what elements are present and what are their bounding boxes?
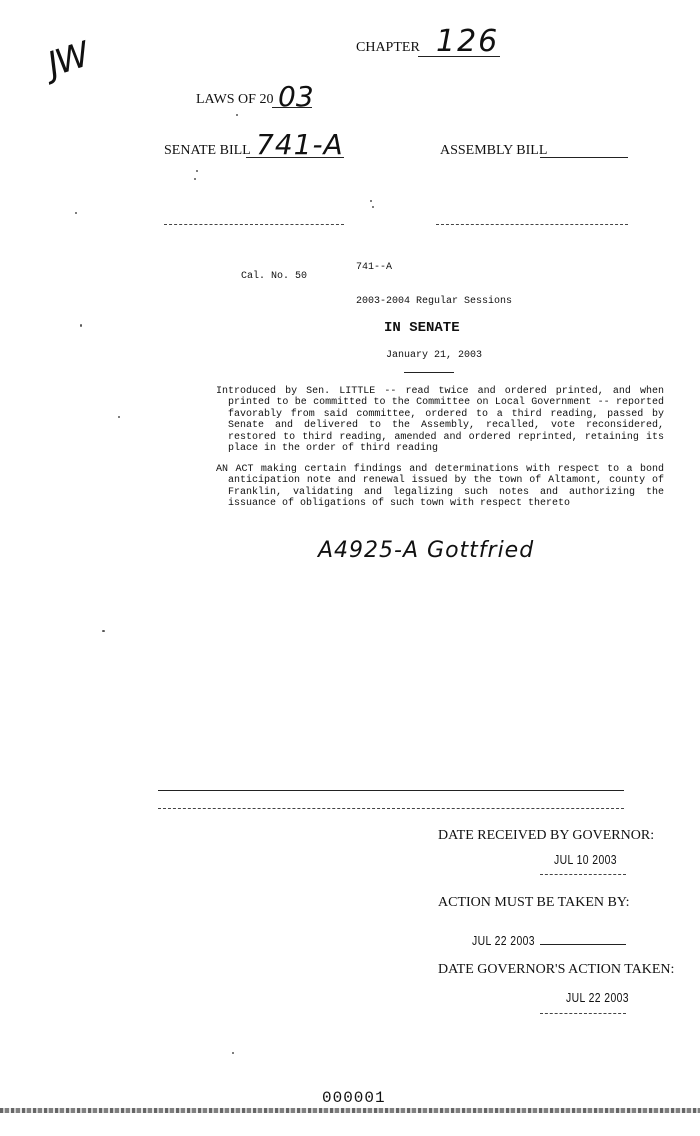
act-title-paragraph: AN ACT making certain findings and determinations with respect to a bond anticipation note and renewal issued by the town of Altamont, county of Franklin, validating and legalizing such notes and authorizing the issuance of obligations of such town with respect thereto [216, 464, 664, 510]
session-title: 2003-2004 Regular Sessions [356, 296, 513, 307]
received-date-line [540, 874, 626, 875]
laws-label: LAWS OF 20 [196, 92, 274, 107]
handwritten-assembly-reference: A4925-A Gottfried [318, 538, 535, 563]
action-deadline-date: JUL 22 2003 [472, 933, 535, 948]
laws-underline [272, 107, 312, 108]
chapter-label: CHAPTER [356, 40, 420, 55]
bill-number: 741--A [356, 262, 393, 273]
header-divider-right [436, 224, 628, 225]
scan-speck [370, 200, 372, 202]
chapter-value: 126 [436, 24, 500, 59]
senate-bill-value: 741-A [256, 128, 344, 161]
lower-divider-bottom [158, 808, 624, 809]
handwritten-initials: JW [42, 34, 93, 86]
scan-speck [102, 630, 105, 632]
senate-bill-label: SENATE BILL [164, 143, 251, 158]
action-deadline-label: ACTION MUST BE TAKEN BY: [438, 895, 630, 910]
lower-divider-top [158, 790, 624, 791]
scan-speck [80, 324, 82, 327]
introduction-paragraph: Introduced by Sen. LITTLE -- read twice and ordered printed, and when printed to be committed to the Committee on Local Government -- reported favorably from said committee, ordered to a third reading, passed by Senate and delivered to the Assembly, recalled, vote reconsidered, restored to third reading, amended and ordered reprinted, retaining its place in the order of third reading [216, 386, 664, 455]
action-taken-line [540, 1013, 626, 1014]
laws-year-value: 03 [278, 80, 314, 113]
action-taken-date: JUL 22 2003 [566, 990, 629, 1005]
scan-speck [75, 212, 77, 214]
page-number: 000001 [322, 1089, 386, 1107]
received-by-governor-label: DATE RECEIVED BY GOVERNOR: [438, 828, 655, 843]
calendar-number: Cal. No. 50 [241, 271, 308, 282]
assembly-bill-label: ASSEMBLY BILL [440, 143, 548, 158]
chamber-heading: IN SENATE [384, 320, 460, 336]
scan-speck [196, 170, 198, 172]
introduction-date: January 21, 2003 [386, 350, 483, 361]
scan-edge-noise [0, 1108, 700, 1113]
scan-speck [118, 416, 120, 418]
date-rule [404, 372, 454, 373]
scan-speck [194, 178, 196, 180]
action-deadline-line [540, 944, 626, 945]
chapter-underline [418, 56, 500, 57]
assembly-bill-underline [540, 157, 628, 158]
header-divider-left [164, 224, 344, 225]
scan-speck [232, 1052, 234, 1054]
action-taken-label: DATE GOVERNOR'S ACTION TAKEN: [438, 962, 675, 977]
received-by-governor-date: JUL 10 2003 [554, 852, 617, 867]
senate-bill-underline [246, 157, 344, 158]
scan-speck [372, 206, 374, 208]
scan-speck [236, 114, 238, 116]
